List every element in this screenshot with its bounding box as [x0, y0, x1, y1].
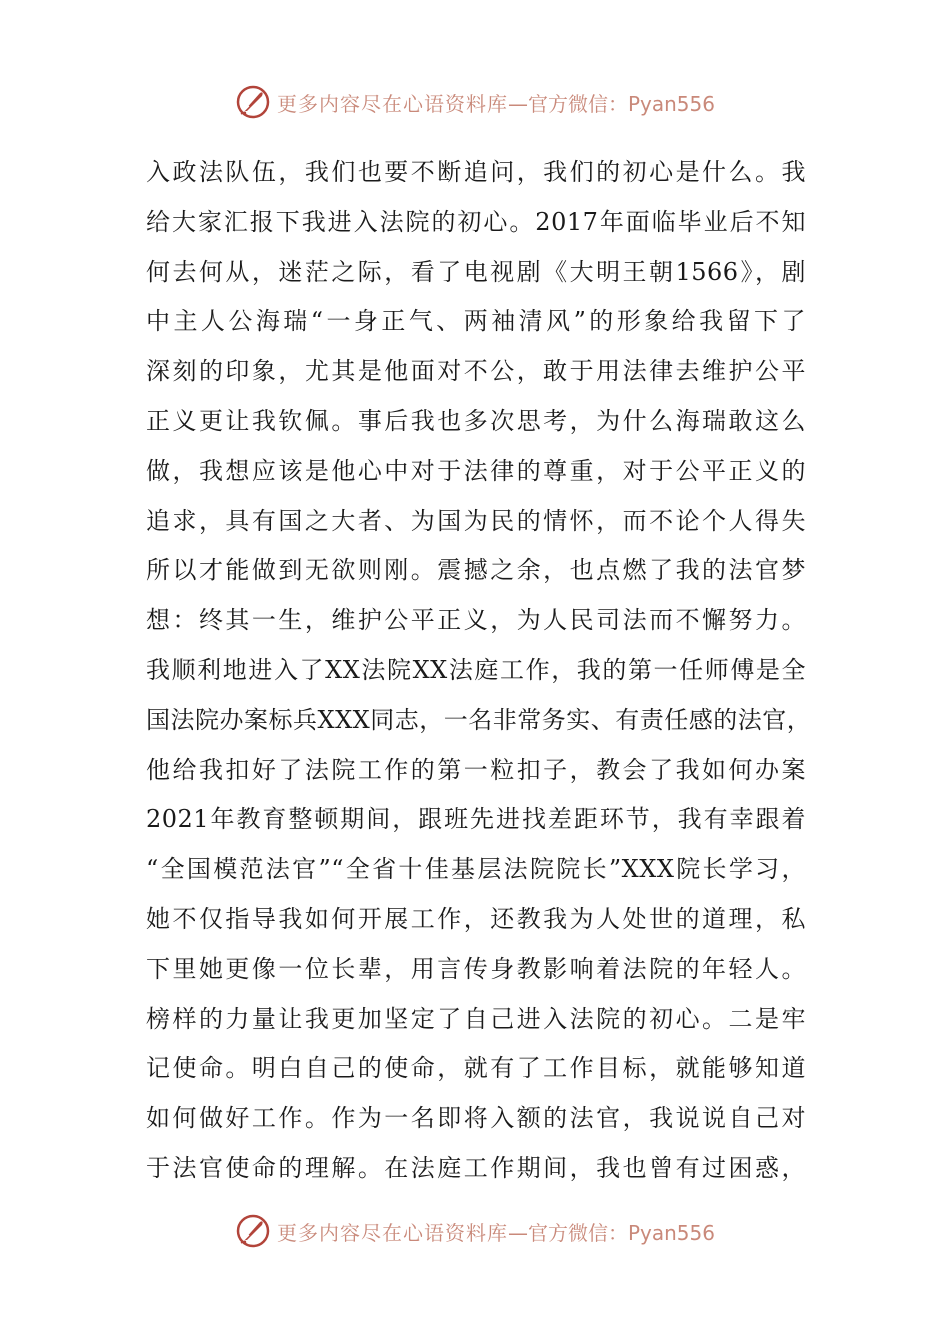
text-line: “全国模范法官”“全省十佳基层法院院长”XXX院长学习，	[146, 855, 806, 884]
footer-tagline: 更多内容尽在心语资料库	[276, 1220, 508, 1245]
text-line: 记使命。明白自己的使命，就有了工作目标，就能够知道	[146, 1054, 806, 1083]
text-line: 深刻的印象，尤其是他面对不公，敢于用法律去维护公平	[146, 357, 806, 386]
text-line: 她不仅指导我如何开展工作，还教我为人处世的道理，私	[146, 904, 806, 933]
text-line: 下里她更像一位长辈，用言传身教影响着法院的年轻人。	[146, 954, 806, 983]
header-tagline: 更多内容尽在心语资料库	[276, 91, 508, 116]
quill-pen-logo-icon	[235, 1213, 271, 1249]
header-contact: —官方微信：Pyan556	[507, 91, 715, 116]
text-line: 中主人公海瑞“一身正气、两袖清风”的形象给我留下了	[146, 307, 806, 336]
text-line: 想：终其一生，维护公平正义，为人民司法而不懈努力。	[146, 606, 806, 635]
text-line: 如何做好工作。作为一名即将入额的法官，我说说自己对	[146, 1104, 806, 1133]
footer-contact: —官方微信：Pyan556	[507, 1220, 715, 1245]
text-line: 他给我扣好了法院工作的第一粒扣子，教会了我如何办案	[146, 755, 806, 784]
text-line: 何去何从，迷茫之际，看了电视剧《大明王朝1566》，剧	[146, 257, 806, 286]
quill-pen-logo-icon	[235, 84, 271, 120]
document-body	[146, 148, 812, 1194]
text-line: 入政法队伍，我们也要不断追问，我们的初心是什么。我	[146, 158, 806, 186]
footer-watermark	[0, 1211, 950, 1251]
header-watermark	[0, 82, 950, 122]
text-line: 正义更让我钦佩。事后我也多次思考，为什么海瑞敢这么	[146, 406, 806, 435]
text-line: 做，我想应该是他心中对于法律的尊重，对于公平正义的	[146, 456, 806, 485]
text-line: 国法院办案标兵XXX同志，一名非常务实、有责任感的法官，	[146, 705, 812, 734]
text-line: 所以才能做到无欲则刚。震撼之余，也点燃了我的法官梦	[146, 556, 806, 585]
text-line: 给大家汇报下我进入法院的初心。2017年面临毕业后不知	[146, 207, 806, 236]
text-line: 于法官使命的理解。在法庭工作期间，我也曾有过困惑，	[146, 1153, 806, 1182]
text-line: 榜样的力量让我更加坚定了自己进入法院的初心。二是牢	[146, 1004, 806, 1033]
text-line: 我顺利地进入了XX法院XX法庭工作，我的第一任师傅是全	[146, 655, 806, 684]
text-line: 2021年教育整顿期间，跟班先进找差距环节，我有幸跟着	[146, 805, 806, 834]
text-line: 追求，具有国之大者、为国为民的情怀，而不论个人得失	[146, 506, 806, 535]
